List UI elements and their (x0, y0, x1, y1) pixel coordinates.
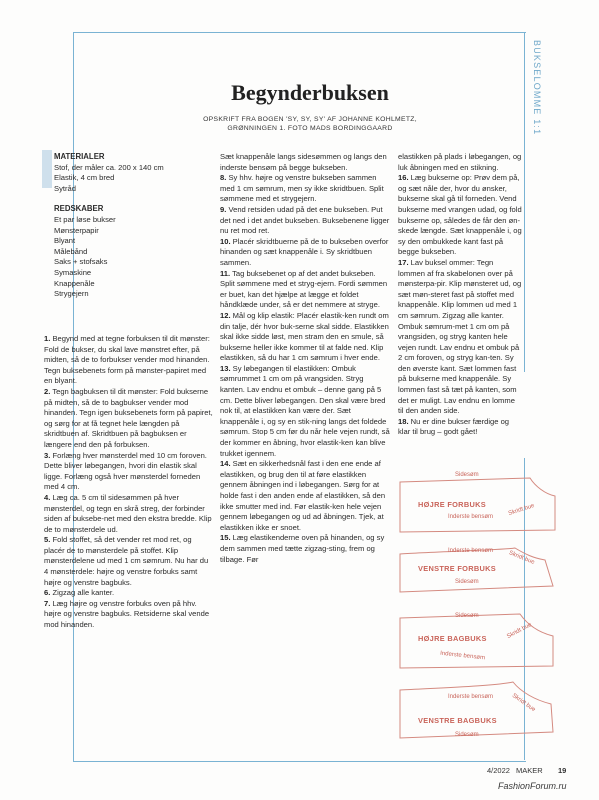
pattern-label: Skridt bue (507, 502, 536, 518)
step-paragraph: 12. Mål og klip elastik: Placér elastik-ken rundt om din talje, dér hvor buk-serne skal sidde. Elastikken skal ikke sidde løst, men stram den en smule, så bukserne heller ikke kommer til at falde ned. Klip elastikken, så du har 1 cm sømrum i hver ende. (220, 310, 389, 363)
pattern-title: HØJRE FORBUKS (418, 500, 486, 509)
steps-column-3 (398, 152, 522, 438)
tools-item: Symaskine (54, 267, 92, 277)
pattern-title: HØJRE BAGBUKS (418, 634, 487, 643)
footer-magazine: MAKER (516, 766, 543, 775)
tools-item: Saks + stofsaks (54, 257, 108, 267)
byline-line-2: GRØNNINGEN 1. FOTO MADS BORDINGGAARD (227, 125, 393, 132)
step-paragraph: 16. Læg bukserne op: Prøv dem på, og sæt nåle der, hvor du ønsker, bukserne skal gå til forneden. Vend bukserne med vrangen udad, og fold bukserne op, således de får den øn-skede længde. Sæt knappenåle i, og sy den ombukkede kant fast på begge bukseben. (398, 173, 522, 257)
pattern-title: VENSTRE BAGBUKS (418, 716, 497, 725)
page-frame-right-top (524, 32, 525, 372)
pattern-label: Skridt bue (507, 550, 536, 566)
step-paragraph: 5. Fold stoffet, så det vender ret mod ret, og placér de to mønsterdele på stoffet. Klip mønsterdelene ud med 1 cm sømrum. Nu har du 4 mønsterdele: højre og venstre forbuks samt højre og venstre bagbuks. (44, 535, 209, 587)
step-paragraph: 10. Placér skridtbuerne på de to bukseben overfor hinanden og sæt knappenåle i. Sy skridtbuen sammen. (220, 236, 389, 267)
step-paragraph: elastikken på plads i løbegangen, og luk åbningen med en stikning. (398, 152, 522, 172)
step-paragraph: Sæt knappenåle langs sidesømmen og langs den inderste bensøm på begge bukseben. (220, 152, 387, 172)
tools-item: Mønsterpapir (54, 225, 99, 235)
tools-item: Et par løse bukser (54, 214, 116, 224)
tools-heading: REDSKABER (54, 204, 104, 214)
pattern-label: Sidesøm (455, 579, 479, 585)
step-paragraph: 4. Læg ca. 5 cm til sidesømmen på hver mønsterdel, og tegn en skrå streg, der forbinder siden af buksebe-net med den ekstra bredde. Klip de to mønsterdele ud. (44, 492, 212, 534)
step-paragraph: 7. Læg højre og venstre forbuks oven på hhv. højre og venstre bagbuks. Retsiderne skal vende mod hinanden. (44, 598, 210, 630)
step-paragraph: 17. Lav buksel ommer: Tegn lommen af fra skabelonen over på mønsterpa-pir. Klip mønsteret ud, og sæt møn-steret fast på stoffet med knappenåle. Klip lommen ud med 1 cm sømrum. Zigzag alle kanter. Ombuk sømrum-met 1 cm om på vrangsiden, og stryg kanten hele vejen rundt. Lav endnu et ombuk på 2 cm foroven, og stryg kan-ten. Sy den øverste kant. Sæt lommen fast på bukserne med knappenåle. Sy lommen fast så tæt på kanten, som det er muligt. Lav endnu en lomme til den anden side. (398, 257, 522, 416)
pattern-label: Sidesøm (455, 613, 479, 619)
page-number: 19 (558, 766, 567, 775)
step-paragraph: 11. Tag buksebenet op af det andet bukseben. Split sømmene med et stryg-ejern. Fordi sømmen er buet, kan det hjælpe at lægge et foldet håndklæde under, så er det nemmere at stryge. (220, 268, 388, 310)
footer-issue: 4/2022 (487, 766, 510, 775)
side-label: BUKSELOMME 1:1 (532, 40, 542, 136)
pattern-label: Skridt bue (506, 622, 533, 640)
materials-heading: MATERIALER (54, 152, 105, 161)
step-paragraph: 2. Tegn bagbuksen til dit mønster: Fold bukserne på midten, så de to bagbukser vender mod hinanden. Tegn igen buksebenets form på papiret, og sørg for at få tegnet hele længden på skridtbuen af. Skridtbuen på bagbuksen er længere end den på forbuksen. (44, 386, 213, 449)
step-paragraph: 15. Læg elastikenderne oven på hinanden, og sy dem sammen med tætte zigzag-sting, frem og tilbage. Før (220, 533, 385, 564)
steps-column-2 (220, 152, 390, 565)
step-paragraph: 18. Nu er dine bukser færdige og klar til brug – godt gået! (398, 416, 510, 437)
materials-item: Sytråd (54, 183, 76, 193)
steps-column-1 (44, 334, 214, 631)
materials-section (54, 152, 214, 300)
tools-item: Knappenåle (54, 278, 95, 288)
step-paragraph: 3. Forlæng hver mønsterdel med 10 cm foroven. Dette bliver løbegangen, hvori din elastik skal ligge. Forlæng også hver mønsterdel forneden med 4 cm. (44, 450, 207, 492)
pattern-label: Inderste bensøm (448, 514, 494, 520)
pattern-label: Inderste bensøm (448, 548, 494, 554)
pattern-title: VENSTRE FORBUKS (418, 564, 497, 573)
step-paragraph: 14. Sæt en sikkerhedsnål fast i den ene ende af elastikken, og brug den til at føre elastikken gennem åbningen ind i løbegangen. Sørg for at holde fast i den anden ende af elastikken, så den ikke smutter med ind. Før elastik-ken hele vejen gennem løbegangen og ud ad åbningen. Tjek, at elastikken ikke er snoet. (220, 459, 386, 532)
article-title: Begynderbuksen (231, 80, 389, 105)
pattern-label: Sidesøm (455, 732, 479, 738)
watermark: FashionForum.ru (498, 781, 567, 791)
materials-item: Stof, der måler ca. 200 x 140 cm (54, 162, 164, 172)
materials-marker (42, 150, 52, 188)
pattern-label: Inderste bensøm (448, 694, 494, 700)
tools-item: Målebånd (54, 246, 88, 256)
tools-item: Strygejern (54, 289, 89, 299)
pattern-label: Sidesøm (455, 472, 479, 478)
pattern-label: Inderste bensøm (439, 650, 486, 662)
step-paragraph: 13. Sy løbegangen til elastikken: Ombuk sømrummet 1 cm om på vrangsiden. Stryg kanten. Lav endnu et ombuk – denne gang på 5 cm. Dette bliver løbegangen. Den skal være bred nok til, at elastikken kan være der. Sæt knappenåle i, og sy en stik-ning langs det foldede sømrum. Stop 5 cm før du når hele vejen rundt, så der kommer en åbning, hvor elastik-ken kan blive trukket igennem. (220, 363, 390, 458)
pattern-label: Skridt bue (510, 692, 537, 714)
byline (140, 115, 480, 133)
materials-item: Elastik, 4 cm bred (54, 173, 115, 183)
step-paragraph: 6. Zigzag alle kanter. (44, 588, 115, 598)
step-paragraph: 1. Begynd med at tegne forbuksen til dit mønster: Fold de bukser, du skal lave mønstret efter, på midten, så de to forbukser vender mod hinanden. Tegn buksebenets form på mønster-papiret med en blyant. (44, 334, 210, 386)
step-paragraph: 8. Sy hhv. højre og venstre bukseben sammen med 1 cm sømrum, men sy ikke skridtbuen. Split sømmene med et strygejern. (220, 173, 384, 204)
byline-line-1: OPSKRIFT FRA BOGEN 'SY, SY, SY' AF JOHANNE KOHLMETZ, (203, 116, 417, 123)
tools-item: Blyant (54, 236, 76, 246)
step-paragraph: 9. Vend retsiden udad på det ene bukseben. Put det ned i det andet bukseben. Buksebenene ligger nu ret mod ret. (220, 204, 390, 236)
